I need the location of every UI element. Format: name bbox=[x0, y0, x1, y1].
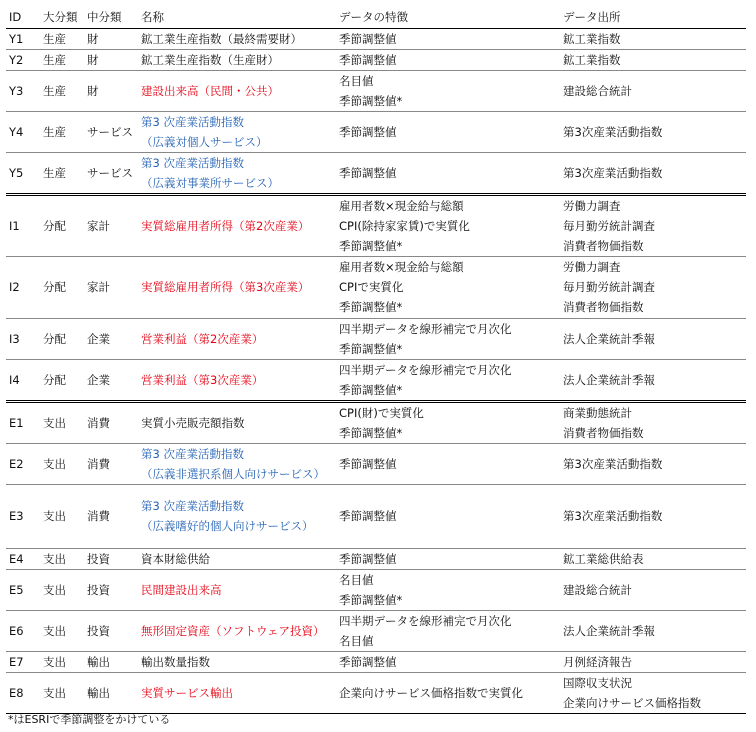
row-category: 分配 bbox=[40, 318, 84, 359]
row-source-line: 消費者物価指数 bbox=[563, 238, 644, 253]
row-id: Y4 bbox=[6, 111, 40, 152]
row-name bbox=[138, 49, 336, 70]
row-source-line: 鉱工業総供給表 bbox=[563, 551, 644, 566]
row-source bbox=[560, 70, 746, 111]
header-id: ID bbox=[6, 6, 40, 28]
row-source-line: 毎月勤労統計調査 bbox=[563, 280, 655, 294]
row-name bbox=[138, 401, 336, 443]
row-subcategory: 企業 bbox=[84, 318, 138, 359]
row-subcategory: 投資 bbox=[84, 548, 138, 569]
row-feature-line: 季節調整値* bbox=[339, 592, 403, 607]
row-category: 支出 bbox=[40, 610, 84, 651]
row-source bbox=[560, 401, 746, 443]
row-category: 生産 bbox=[40, 152, 84, 194]
row-id: E3 bbox=[6, 484, 40, 548]
row-source-line: 企業向けサービス価格指数 bbox=[563, 695, 701, 710]
row-name-line: 実質総雇用者所得（第3次産業） bbox=[141, 280, 310, 294]
row-features bbox=[336, 111, 560, 152]
row-category: 分配 bbox=[40, 256, 84, 318]
row-subcategory: 財 bbox=[84, 28, 138, 49]
row-id: E4 bbox=[6, 548, 40, 569]
row-name bbox=[138, 443, 336, 484]
row-subcategory: 投資 bbox=[84, 569, 138, 610]
row-name-line: 鉱工業生産指数（生産財） bbox=[141, 52, 279, 67]
table-row bbox=[6, 111, 746, 152]
row-name bbox=[138, 111, 336, 152]
row-source-line: 国際収支状況 bbox=[563, 675, 632, 690]
row-id: Y5 bbox=[6, 152, 40, 194]
row-feature-line: 名目値 bbox=[339, 73, 374, 88]
row-source bbox=[560, 548, 746, 569]
row-name bbox=[138, 651, 336, 672]
row-subcategory: 投資 bbox=[84, 610, 138, 651]
row-source-line: 第3次産業活動指数 bbox=[563, 509, 663, 523]
row-name-line: 実質総雇用者所得（第2次産業） bbox=[141, 218, 310, 233]
row-source-line: 毎月勤労統計調査 bbox=[563, 218, 655, 233]
row-id: I3 bbox=[6, 318, 40, 359]
row-name-line: 鉱工業生産指数（最終需要財） bbox=[141, 31, 302, 46]
row-feature-line: 季節調整値* bbox=[339, 300, 403, 314]
row-feature-line: CPI(除持家家賃)で実質化 bbox=[339, 218, 470, 233]
row-subcategory: 家計 bbox=[84, 256, 138, 318]
row-category: 生産 bbox=[40, 70, 84, 111]
row-subcategory: 輸出 bbox=[84, 672, 138, 713]
row-id: E8 bbox=[6, 672, 40, 713]
row-source bbox=[560, 651, 746, 672]
row-category: 生産 bbox=[40, 28, 84, 49]
row-feature-line: 季節調整値 bbox=[339, 654, 397, 669]
header-subcategory: 中分類 bbox=[84, 6, 138, 28]
table-row bbox=[6, 28, 746, 49]
row-subcategory: 消費 bbox=[84, 443, 138, 484]
row-source bbox=[560, 152, 746, 194]
row-name bbox=[138, 194, 336, 256]
row-source-line: 鉱工業指数 bbox=[563, 31, 621, 46]
table-row bbox=[6, 318, 746, 359]
table-row bbox=[6, 484, 746, 548]
row-category: 支出 bbox=[40, 484, 84, 548]
row-source bbox=[560, 484, 746, 548]
row-source-line: 月例経済報告 bbox=[563, 654, 632, 669]
header-features: データの特徴 bbox=[336, 6, 560, 28]
row-source-line: 第3次産業活動指数 bbox=[563, 456, 663, 471]
row-source bbox=[560, 28, 746, 49]
row-feature-line: 季節調整値 bbox=[339, 456, 397, 471]
row-feature-line: 名目値 bbox=[339, 572, 374, 587]
row-category: 生産 bbox=[40, 49, 84, 70]
row-feature-line: 季節調整値 bbox=[339, 165, 397, 180]
row-source bbox=[560, 194, 746, 256]
row-feature-line: 四半期データを線形補完で月次化 bbox=[339, 321, 512, 336]
header-row bbox=[6, 6, 746, 28]
row-source bbox=[560, 672, 746, 713]
row-feature-line: 季節調整値* bbox=[339, 425, 403, 440]
row-id: E6 bbox=[6, 610, 40, 651]
row-feature-line: CPI(財)で実質化 bbox=[339, 405, 424, 420]
row-features bbox=[336, 443, 560, 484]
row-source-line: 消費者物価指数 bbox=[563, 425, 644, 440]
row-name bbox=[138, 359, 336, 401]
row-name-line: 第3 次産業活動指数 bbox=[141, 155, 244, 170]
row-source bbox=[560, 443, 746, 484]
row-id: E5 bbox=[6, 569, 40, 610]
row-features bbox=[336, 569, 560, 610]
row-name bbox=[138, 28, 336, 49]
row-source bbox=[560, 49, 746, 70]
row-name bbox=[138, 70, 336, 111]
row-name bbox=[138, 569, 336, 610]
table-row bbox=[6, 610, 746, 651]
row-feature-line: 四半期データを線形補完で月次化 bbox=[339, 362, 512, 377]
row-features bbox=[336, 194, 560, 256]
row-name-line: （広義嗜好的個人向けサービス） bbox=[141, 519, 314, 533]
row-feature-line: 季節調整値 bbox=[339, 124, 397, 139]
row-subcategory: サービス bbox=[84, 111, 138, 152]
row-features bbox=[336, 672, 560, 713]
row-subcategory: 消費 bbox=[84, 484, 138, 548]
row-name-line: 第3 次産業活動指数 bbox=[141, 446, 244, 461]
row-subcategory: 輸出 bbox=[84, 651, 138, 672]
row-category: 生産 bbox=[40, 111, 84, 152]
row-id: E7 bbox=[6, 651, 40, 672]
row-source-line: 法人企業統計季報 bbox=[563, 372, 655, 387]
row-features bbox=[336, 152, 560, 194]
row-category: 支出 bbox=[40, 401, 84, 443]
row-id: I2 bbox=[6, 256, 40, 318]
table-row bbox=[6, 569, 746, 610]
row-source-line: 商業動態統計 bbox=[563, 405, 632, 420]
row-name-line: （広義対個人サービス） bbox=[141, 134, 268, 149]
row-source bbox=[560, 569, 746, 610]
row-feature-line: 季節調整値 bbox=[339, 509, 397, 523]
row-source bbox=[560, 318, 746, 359]
row-feature-line: 名目値 bbox=[339, 633, 374, 648]
row-name bbox=[138, 256, 336, 318]
row-name-line: （広義非選択系個人向けサービス） bbox=[141, 466, 325, 481]
row-subcategory: 消費 bbox=[84, 401, 138, 443]
row-feature-line: 季節調整値* bbox=[339, 238, 403, 253]
row-source-line: 第3次産業活動指数 bbox=[563, 165, 663, 180]
table-row bbox=[6, 672, 746, 713]
row-features bbox=[336, 49, 560, 70]
row-name bbox=[138, 548, 336, 569]
row-subcategory: 家計 bbox=[84, 194, 138, 256]
row-feature-line: 雇用者数×現金給与総額 bbox=[339, 198, 464, 213]
row-name-line: 第3 次産業活動指数 bbox=[141, 499, 244, 513]
row-name-line: 無形固定資産（ソフトウェア投資） bbox=[141, 623, 325, 638]
header-category: 大分類 bbox=[40, 6, 84, 28]
row-feature-line: 季節調整値* bbox=[339, 341, 403, 356]
row-name-line: 営業利益（第3次産業） bbox=[141, 372, 264, 387]
row-source bbox=[560, 359, 746, 401]
table-row bbox=[6, 443, 746, 484]
row-subcategory: 企業 bbox=[84, 359, 138, 401]
row-source-line: 労働力調査 bbox=[563, 260, 621, 274]
row-features bbox=[336, 318, 560, 359]
table-row bbox=[6, 194, 746, 256]
row-id: Y3 bbox=[6, 70, 40, 111]
row-source-line: 消費者物価指数 bbox=[563, 300, 644, 314]
row-name bbox=[138, 484, 336, 548]
header-source: データ出所 bbox=[560, 6, 746, 28]
row-category: 支出 bbox=[40, 548, 84, 569]
row-source bbox=[560, 256, 746, 318]
table-row bbox=[6, 548, 746, 569]
row-name bbox=[138, 610, 336, 651]
row-feature-line: 季節調整値 bbox=[339, 52, 397, 67]
row-name-line: 営業利益（第2次産業） bbox=[141, 331, 264, 346]
row-source-line: 鉱工業指数 bbox=[563, 52, 621, 67]
row-name-line: 実質サービス輸出 bbox=[141, 685, 233, 700]
row-feature-line: CPIで実質化 bbox=[339, 280, 404, 294]
row-feature-line: 雇用者数×現金給与総額 bbox=[339, 260, 464, 274]
row-features bbox=[336, 401, 560, 443]
row-category: 支出 bbox=[40, 672, 84, 713]
row-source-line: 法人企業統計季報 bbox=[563, 623, 655, 638]
row-source-line: 法人企業統計季報 bbox=[563, 331, 655, 346]
table-row bbox=[6, 152, 746, 194]
row-category: 支出 bbox=[40, 443, 84, 484]
row-source bbox=[560, 111, 746, 152]
row-category: 支出 bbox=[40, 569, 84, 610]
row-source-line: 建設総合統計 bbox=[563, 83, 632, 98]
row-name-line: 民間建設出来高 bbox=[141, 582, 222, 597]
row-name-line: 実質小売販売額指数 bbox=[141, 415, 245, 430]
row-name bbox=[138, 672, 336, 713]
row-category: 分配 bbox=[40, 359, 84, 401]
row-features bbox=[336, 28, 560, 49]
row-name-line: （広義対事業所サービス） bbox=[141, 175, 279, 190]
row-id: I4 bbox=[6, 359, 40, 401]
table-row bbox=[6, 70, 746, 111]
row-source-line: 建設総合統計 bbox=[563, 582, 632, 597]
row-feature-line: 季節調整値 bbox=[339, 31, 397, 46]
row-features bbox=[336, 484, 560, 548]
row-subcategory: サービス bbox=[84, 152, 138, 194]
row-name-line: 資本財総供給 bbox=[141, 551, 210, 566]
row-feature-line: 企業向けサービス価格指数で実質化 bbox=[339, 685, 523, 700]
row-name-line: 第3 次産業活動指数 bbox=[141, 114, 244, 129]
table-row bbox=[6, 401, 746, 443]
row-subcategory: 財 bbox=[84, 49, 138, 70]
row-source-line: 労働力調査 bbox=[563, 198, 621, 213]
row-source-line: 第3次産業活動指数 bbox=[563, 124, 663, 139]
table-row bbox=[6, 49, 746, 70]
header-name: 名称 bbox=[138, 6, 336, 28]
row-features bbox=[336, 70, 560, 111]
row-id: E2 bbox=[6, 443, 40, 484]
row-features bbox=[336, 548, 560, 569]
row-id: E1 bbox=[6, 401, 40, 443]
table-row bbox=[6, 651, 746, 672]
row-name-line: 建設出来高（民間・公共） bbox=[141, 83, 279, 98]
row-features bbox=[336, 610, 560, 651]
table-row bbox=[6, 256, 746, 318]
footnote: *はESRIで季節調整をかけている bbox=[8, 713, 171, 726]
row-name bbox=[138, 318, 336, 359]
row-feature-line: 季節調整値* bbox=[339, 93, 403, 108]
row-feature-line: 四半期データを線形補完で月次化 bbox=[339, 613, 512, 628]
row-feature-line: 季節調整値 bbox=[339, 551, 397, 566]
row-feature-line: 季節調整値* bbox=[339, 382, 403, 397]
row-id: Y1 bbox=[6, 28, 40, 49]
row-features bbox=[336, 256, 560, 318]
table-row bbox=[6, 359, 746, 401]
data-table bbox=[6, 6, 746, 714]
row-features bbox=[336, 359, 560, 401]
row-source bbox=[560, 610, 746, 651]
table-body bbox=[6, 28, 746, 713]
row-id: I1 bbox=[6, 194, 40, 256]
row-subcategory: 財 bbox=[84, 70, 138, 111]
row-id: Y2 bbox=[6, 49, 40, 70]
row-category: 支出 bbox=[40, 651, 84, 672]
row-name bbox=[138, 152, 336, 194]
row-category: 分配 bbox=[40, 194, 84, 256]
row-features bbox=[336, 651, 560, 672]
row-name-line: 輸出数量指数 bbox=[141, 654, 210, 669]
